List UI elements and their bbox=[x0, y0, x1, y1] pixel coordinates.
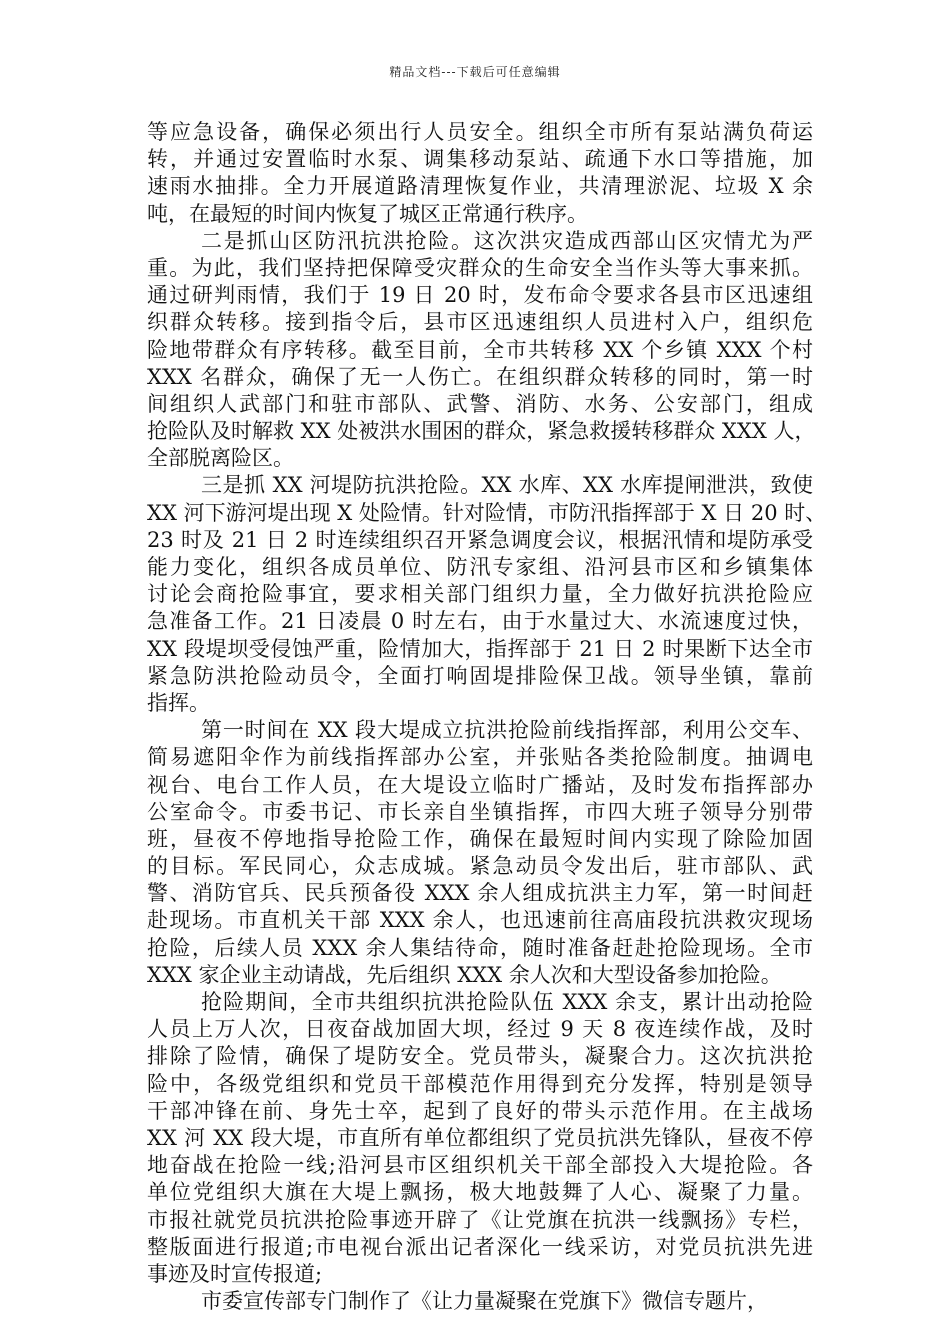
text-line: 第一时间在 XX 段大堤成立抗洪抢险前线指挥部，利用公交车、 bbox=[201, 718, 813, 743]
text-line: XXX 家企业主动请战，先后组织 XXX 余人次和大型设备参加抢险。 bbox=[147, 962, 782, 987]
text-line: 等应急设备，确保必须出行人员安全。组织全市所有泵站满负荷运 bbox=[147, 120, 813, 144]
paragraph bbox=[147, 472, 827, 717]
text-line: XX 河下游河堤出现 X 处险情。针对险情，市防汛指挥部于 X 日 20 时、 bbox=[147, 500, 827, 525]
text-line: 简易遮阳伞作为前线指挥部办公室，并张贴各类抢险制度。抽调电 bbox=[147, 745, 813, 770]
text-line: 转，并通过安置临时水泵、调集移动泵站、疏通下水口等措施，加 bbox=[147, 147, 813, 172]
text-line: 市委宣传部专门制作了《让力量凝聚在党旗下》微信专题片， bbox=[201, 1289, 768, 1314]
text-line: 三是抓 XX 河堤防抗洪抢险。XX 水库、XX 水库提闸泄洪，致使 bbox=[201, 473, 813, 498]
text-line: 通过研判雨情，我们于 19 日 20 时，发布命令要求各县市区迅速组 bbox=[147, 283, 813, 308]
text-line: 事迹及时宣传报道; bbox=[147, 1261, 323, 1286]
text-line: 地奋战在抢险一线;沿河县市区组织机关干部全部投入大堤抢险。各 bbox=[147, 1153, 813, 1178]
text-line: 重。为此，我们坚持把保障受灾群众的生命安全当作头等大事来抓。 bbox=[147, 255, 813, 280]
text-line: 抢险队及时解救 XX 处被洪水围困的群众，紧急救援转移群众 XXX 人， bbox=[147, 419, 816, 444]
text-line: 险中，各级党组织和党员干部模范作用得到充分发挥，特别是领导 bbox=[147, 1071, 813, 1096]
text-line: 抢险，后续人员 XXX 余人集结待命，随时准备赶赴抢险现场。全市 bbox=[147, 935, 813, 960]
text-line: XX 河 XX 段大堤，市直所有单位都组织了党员抗洪先锋队，昼夜不停 bbox=[147, 1125, 813, 1150]
paragraph bbox=[147, 119, 813, 228]
text-line: 全部脱离险区。 bbox=[147, 446, 294, 471]
text-line: 班，昼夜不停地指导抢险工作，确保在最短时间内实现了除险加固 bbox=[147, 826, 813, 851]
text-line: 指挥。 bbox=[147, 690, 210, 715]
text-line: 吨，在最短的时间内恢复了城区正常通行秩序。 bbox=[147, 201, 588, 226]
page-header: 精品文档---下载后可任意编辑 bbox=[389, 65, 561, 79]
text-line: 间组织人武部门和驻市部队、武警、消防、水务、公安部门，组成 bbox=[147, 391, 813, 416]
text-line: 赴现场。市直机关干部 XXX 余人，也迅速前往高庙段抗洪救灾现场 bbox=[147, 908, 813, 933]
text-line: 织群众转移。接到指令后，县市区迅速组织人员进村入户，组织危 bbox=[147, 310, 813, 335]
text-line: 能力变化，组织各成员单位、防汛专家组、沿河县市区和乡镇集体 bbox=[147, 555, 813, 579]
text-line: 警、消防官兵、民兵预备役 XXX 余人组成抗洪主力军，第一时间赶 bbox=[147, 881, 813, 906]
paragraph bbox=[147, 1288, 813, 1315]
text-line: 险地带群众有序转移。截至目前，全市共转移 XX 个乡镇 XXX 个村 bbox=[147, 337, 813, 362]
text-line: 23 时及 21 日 2 时连续组织召开紧急调度会议，根据汛情和堤防承受 bbox=[147, 527, 813, 552]
text-line: 紧急防洪抢险动员令，全面打响固堤排险保卫战。领导坐镇，靠前 bbox=[147, 663, 813, 688]
text-line: 干部冲锋在前、身先士卒，起到了良好的带头示范作用。在主战场 bbox=[147, 1098, 813, 1123]
paragraph bbox=[147, 989, 813, 1288]
text-line: 视台、电台工作人员，在大堤设立临时广播站，及时发布指挥部办 bbox=[147, 772, 813, 797]
text-line: 公室命令。市委书记、市长亲自坐镇指挥，市四大班子领导分别带 bbox=[147, 799, 813, 824]
text-line: 整版面进行报道;市电视台派出记者深化一线采访，对党员抗洪先进 bbox=[147, 1234, 813, 1259]
text-line: 讨论会商抢险事宜，要求相关部门组织力量，全力做好抗洪抢险应 bbox=[147, 582, 813, 607]
text-line: 二是抓山区防汛抗洪抢险。这次洪灾造成西部山区灾情尤为严 bbox=[201, 228, 813, 253]
text-line: 抢险期间，全市共组织抗洪抢险队伍 XXX 余支，累计出动抢险 bbox=[201, 990, 813, 1014]
paragraph bbox=[147, 717, 813, 989]
text-line: 排除了险情，确保了堤防安全。党员带头，凝聚合力。这次抗洪抢 bbox=[147, 1044, 813, 1069]
text-line: 市报社就党员抗洪抢险事迹开辟了《让党旗在抗洪一线飘扬》专栏， bbox=[147, 1207, 813, 1232]
text-line: 速雨水抽排。全力开展道路清理恢复作业，共清理淤泥、垃圾 X 余 bbox=[147, 174, 813, 199]
text-line: XX 段堤坝受侵蚀严重，险情加大，指挥部于 21 日 2 时果断下达全市 bbox=[147, 636, 813, 661]
text-line: 人员上万人次，日夜奋战加固大坝，经过 9 天 8 夜连续作战，及时 bbox=[147, 1017, 813, 1042]
paragraph bbox=[147, 228, 816, 473]
text-line: 单位党组织大旗在大堤上飘扬，极大地鼓舞了人心、凝聚了力量。 bbox=[147, 1180, 813, 1205]
text-line: 急准备工作。21 日凌晨 0 时左右，由于水量过大、水流速度过快， bbox=[147, 609, 813, 634]
document-body bbox=[147, 119, 827, 1315]
text-line: XXX 名群众，确保了无一人伤亡。在组织群众转移的同时，第一时 bbox=[147, 364, 813, 389]
text-line: 的目标。军民同心，众志成城。紧急动员令发出后，驻市部队、武 bbox=[147, 854, 813, 879]
